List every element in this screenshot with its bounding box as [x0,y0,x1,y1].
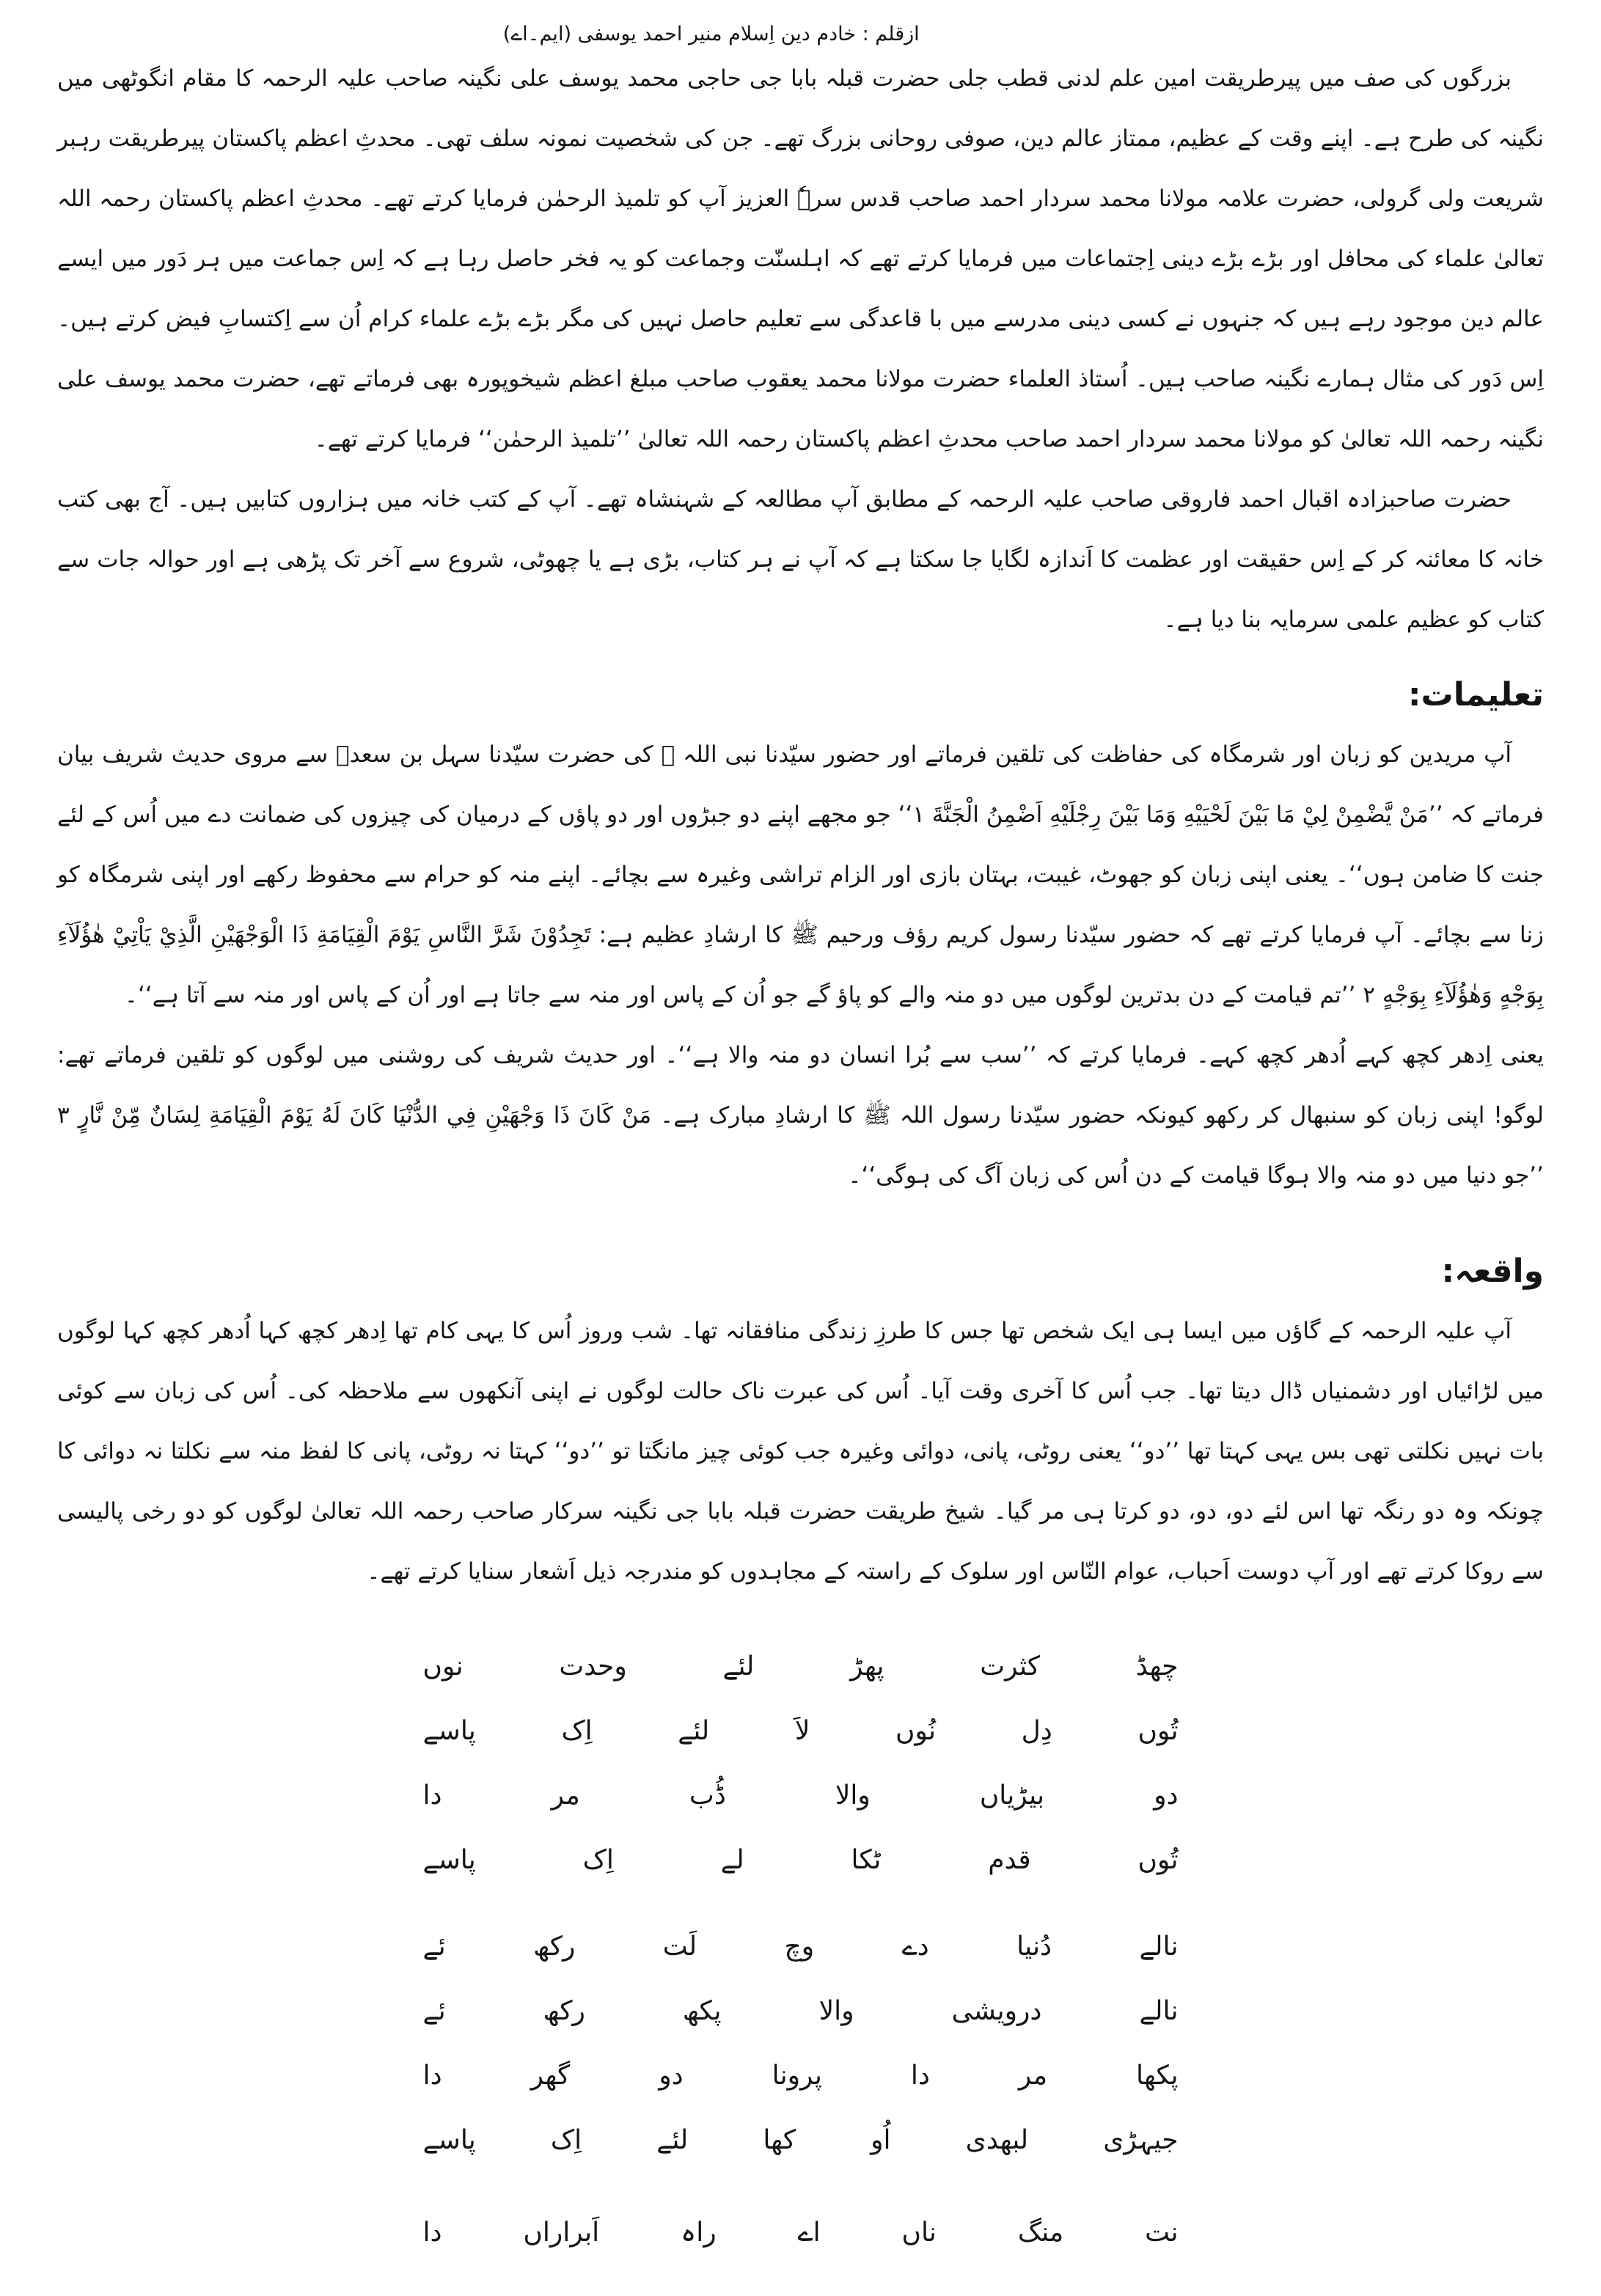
byline: ازقلم : خادم دین اِسلام منیر احمد یوسفی (ایم۔اے) [502,23,920,45]
poem-word: ئے [422,1995,446,2026]
poem-word: دا [422,2217,442,2248]
poem-word: بیڑیاں [979,1780,1045,1811]
poem-word: لبھدی [965,2124,1029,2155]
heading-incident: واقعہ: [1441,1252,1544,1290]
poem-word: جیہڑی [1103,2124,1179,2155]
poem-stanza-2 [423,1915,1179,2173]
poem-word: قدم [988,1844,1031,1875]
paragraph-teachings-hadith: آپ مریدین کو زبان اور شرمگاہ کی حفاظت کی تلقین فرماتے اور حضور سیّدنا نبی اللہ ﷺ کی حضرت سیّدنا سہل بن سعدؓ سے مروی حدیث شریف بیان فرماتے کہ ’’مَنْ يَّضْمِنْ لِيْ مَا بَيْنَ لَحْيَيْهِ وَمَا بَيْنَ رِجْلَيْهِ اَضْمِنُ الْجَنَّةَ ۱‘‘ جو مجھے اپنے دو جبڑوں اور دو پاؤں کے درمیان کی چیزوں کی ضمانت دے میں اُس کے لئے جنت کا ضامن ہوں‘‘۔ یعنی اپنی زبان کو جھوٹ، غیبت، بہتان بازی اور الزام تراشی وغیرہ سے بچائے۔ اپنے منہ کو حرام سے محفوظ رکھے اور اپنی شرمگاہ کو زنا سے بچائے۔ آپ فرمایا کرتے تھے کہ حضور سیّدنا رسول کریم رؤف ورحیم ﷺ کا ارشادِ عظیم ہے: تَجِدُوْنَ شَرَّ النَّاسِ يَوْمَ الْقِيَامَةِ ذَا الْوَجْهَيْنِ الَّذِيْ يَاْتِيْ هٰؤُلَآءِ بِوَجْهٍ وَهٰؤُلَآءِ بِوَجْهٍ ۲ ’’تم قیامت کے دن بدترین لوگوں میں دو منہ والے کو پاؤ گے جو اُن کے پاس اور منہ سے جاتا ہے اور اُن کے پاس اور منہ سے آتا ہے‘‘۔ [57,741,1544,1008]
poem-word: لے [720,1844,744,1875]
poem-word: درویشی [951,1995,1042,2026]
poem-word: مر [1018,2060,1048,2091]
poem-word: دِل [1021,1715,1052,1746]
paragraph-intro: بزرگوں کی صف میں پیرطریقت امین علم لدنی قطب جلی حضرت قبلہ بابا جی حاجی محمد یوسف علی نگینہ صاحب علیہ الرحمہ کا مقام انگوٹھی میں نگینہ کی طرح ہے۔ اپنے وقت کے عظیم، ممتاز عالم دین، صوفی روحانی بزرگ تھے۔ جن کی شخصیت نمونہ سلف تھی۔ محدثِ اعظم پاکستان پیرطریقت رہبر شریعت ولی گرولی، حضرت علامہ مولانا محمد سردار احمد صاحب قدس سرہٗ العزیز آپ کو تلمیذ الرحمٰن فرمایا کرتے تھے۔ محدثِ اعظم پاکستان رحمہ اللہ تعالیٰ علماء کی محافل اور بڑے بڑے دینی اِجتماعات میں فرمایا کرتے تھے کہ اہلسنّت وجماعت کو یہ فخر حاصل رہا ہے کہ اِس جماعت میں ہر دَور میں ایسے عالم دین موجود رہے ہیں کہ جنہوں نے کسی دینی مدرسے میں با قاعدگی سے تعلیم حاصل نہیں کی مگر بڑے بڑے علماء کرام اُن سے اِکتسابِ فیض کرتے ہیں۔ اِس دَور کی مثال ہمارے نگینہ صاحب ہیں۔ اُستاذ العلماء حضرت مولانا محمد یعقوب صاحب مبلغ اعظم شیخوپورہ بھی فرماتے تھے، حضرت محمد یوسف علی نگینہ رحمہ اللہ تعالیٰ کو مولانا محمد سردار احمد صاحب محدثِ اعظم پاکستان رحمہ اللہ تعالیٰ ’’تلمیذ الرحمٰن‘‘ فرمایا کرتے تھے۔ [57,65,1544,452]
poem-word: پاسے [422,1715,476,1746]
poem-word: مر [551,1780,580,1811]
poem-word: اَبراراں [523,2217,600,2248]
poem-stanza-1 [423,1635,1179,1893]
poem-word: پرونا [772,2060,822,2091]
verse-line [423,1979,1179,2044]
poem-word: اُو [871,2124,891,2155]
poem-word: نالے [1139,1995,1179,2026]
verse-line [423,1828,1179,1893]
poem-word: لاَ [794,1715,810,1746]
poem-word: کھا [763,2124,796,2155]
poem-word: تُوں [1137,1844,1179,1875]
poem-word: کثرت [980,1651,1041,1681]
poem-word: وچ [784,1931,815,1962]
poem-word: وحدت [559,1651,627,1681]
poem-word: رکھ [543,1995,585,2026]
poem-word: ناں [901,2217,937,2248]
poem-word: پکھا [1136,2060,1179,2091]
poem-word: والا [818,1995,854,2026]
poem-word: پھڑ [850,1651,884,1681]
poem-word: ڈُب [689,1780,726,1811]
verse-line [423,1635,1179,1699]
paragraph-two-faced-hadith: یعنی اِدھر کچھ کہے اُدھر کچھ کہے۔ فرمایا کرتے کہ ’’سب سے بُرا انسان دو منہ والا ہے‘‘۔ اور حدیث شریف کی روشنی میں لوگوں کو تلقین فرماتے تھے: لوگو! اپنی زبان کو سنبھال کر رکھو کیونکہ حضور سیّدنا رسول اللہ ﷺ کا ارشادِ مبارک ہے۔ مَنْ كَانَ ذَا وَجْهَيْنِ فِي الدُّنْيَا كَانَ لَهُ يَوْمَ الْقِيَامَةِ لِسَانٌ مِّنْ نَّارٍ ۳ ’’جو دنیا میں دو منہ والا ہوگا قیامت کے دن اُس کی زبان آگ کی ہوگی‘‘۔ [57,1041,1544,1189]
poem-word: دا [422,1780,442,1811]
poem-word: لئے [722,1651,755,1681]
poem-closing-line [423,2201,1179,2265]
poem-word: چھڈ [1135,1651,1179,1681]
poem-word: نوں [422,1651,464,1681]
paragraph-incident: آپ علیہ الرحمہ کے گاؤں میں ایسا ہی ایک شخص تھا جس کا طرزِ زندگی منافقانہ تھا۔ شب وروز اُس کا یہی کام تھا اِدھر کچھ کہا اُدھر کچھ کہا لوگوں میں لڑائیاں اور دشمنیاں ڈال دیتا تھا۔ جب اُس کا آخری وقت آیا۔ اُس کی عبرت ناک حالت لوگوں نے اپنی آنکھوں سے ملاحظہ کی۔ اُس کی زبان سے کوئی بات نہیں نکلتی تھی بس یہی کہتا تھا ’’دو‘‘ یعنی روٹی، پانی، دوائی وغیرہ جب کوئی چیز مانگتا تو ’’دو‘‘ کہتا نہ روٹی، پانی کا لفظ منہ سے نکلتا نہ دوائی کا چونکہ وہ دو رنگہ تھا اس لئے دو، دو، دو کرتا ہی مر گیا۔ شیخ طریقت حضرت قبلہ بابا جی نگینہ سرکار صاحب رحمہ اللہ تعالیٰ لوگوں کو دو رخی پالیسی سے روکا کرتے تھے اور آپ دوست اَحباب، عوام النّاس اور سلوک کے راستہ کے مجاہدوں کو مندرجہ ذیل اَشعار سنایا کرتے تھے۔ [57,1317,1544,1585]
poem-word: ٹکا [851,1844,882,1875]
verse-line [423,2201,1179,2265]
poem-word: دو [659,2060,684,2091]
poem-word: نالے [1139,1931,1179,1962]
poem-word: والا [835,1780,871,1811]
poem-word: تُوں [1137,1715,1179,1746]
poem-word: لئے [656,2124,689,2155]
poem-block [423,1635,1179,2265]
verse-line [423,1764,1179,1828]
poem-word: اے [797,2217,821,2248]
poem-word: دے [901,1931,929,1962]
poem-word: دُنیا [1016,1931,1052,1962]
verse-line [423,2044,1179,2108]
verse-line [423,1915,1179,1979]
poem-word: دو [1154,1780,1179,1811]
poem-word: پاسے [422,1844,476,1875]
poem-word: پکھ [682,1995,722,2026]
poem-word: رکھ [533,1931,576,1962]
poem-word: دا [910,2060,930,2091]
paragraph-library: حضرت صاحبزادہ اقبال احمد فاروقی صاحب علیہ الرحمہ کے مطابق آپ مطالعہ کے شہنشاہ تھے۔ آپ کے کتب خانہ میں ہزاروں کتابیں ہیں۔ آج بھی کتب خانہ کا معائنہ کر کے اِس حقیقت اور عظمت کا اَندازہ لگایا جا سکتا ہے کہ آپ نے ہر کتاب، بڑی ہے یا چھوٹی، شروع سے آخر تک پڑھی ہے اور حوالہ جات سے کتاب کو عظیم علمی سرمایہ بنا دیا ہے۔ [57,485,1544,633]
poem-word: اِک [561,1715,593,1746]
poem-word: منگ [1017,2217,1064,2248]
poem-word: ئے [422,1931,446,1962]
heading-teachings: تعلیمات: [1407,675,1544,714]
poem-word: لَت [662,1931,697,1962]
poem-word: اِک [550,2124,582,2155]
verse-line [423,1699,1179,1764]
poem-word: لئے [678,1715,710,1746]
poem-word: گھر [530,2060,571,2091]
poem-word: دا [422,2060,442,2091]
poem-word: پاسے [422,2124,476,2155]
poem-word: راہ [681,2217,717,2248]
poem-word: نت [1145,2217,1179,2248]
poem-word: نُوں [895,1715,937,1746]
verse-line [423,2108,1179,2173]
poem-word: اِک [582,1844,614,1875]
